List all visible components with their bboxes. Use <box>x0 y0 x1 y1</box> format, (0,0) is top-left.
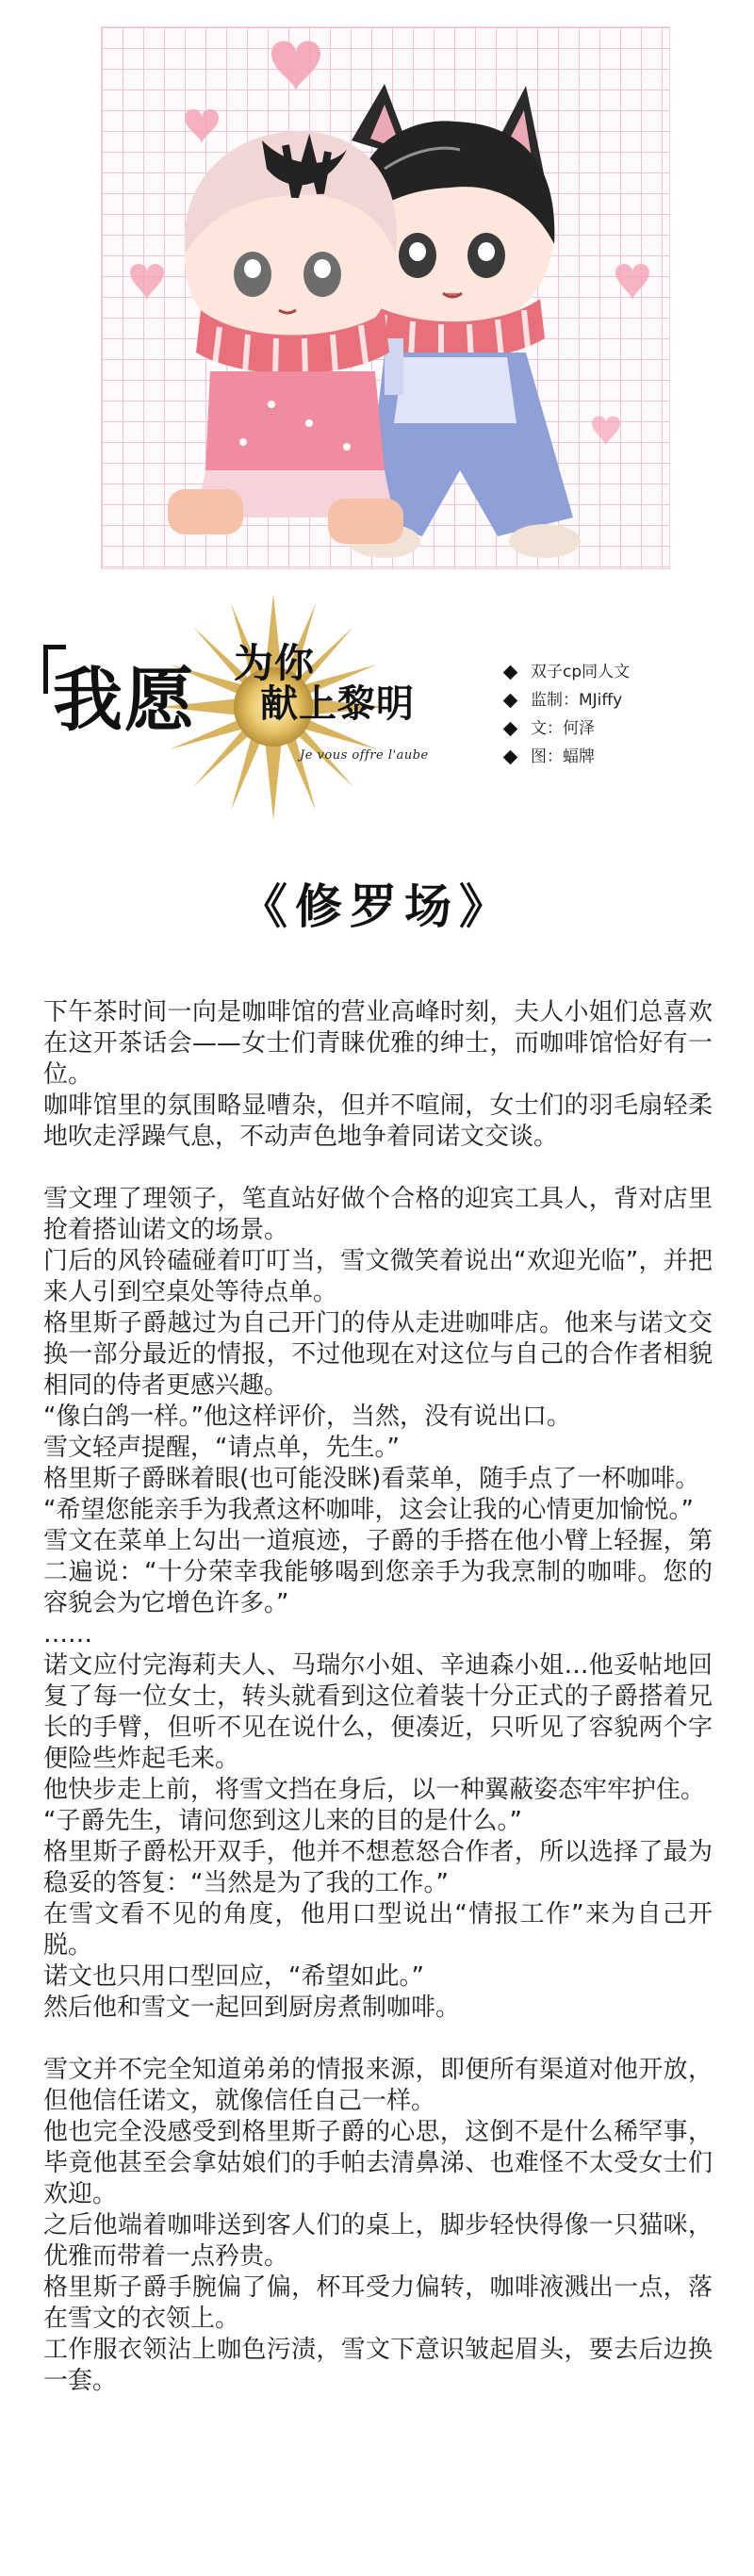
diamond-bullet-icon <box>503 665 518 680</box>
diamond-bullet-icon <box>503 693 518 708</box>
credit-item <box>505 743 630 771</box>
credit-item <box>505 686 630 714</box>
credits-list <box>505 658 630 771</box>
story-paragraph: …… <box>43 1620 92 1649</box>
story-paragraph: 雪文轻声提醒，“请点单，先生。” <box>43 1434 400 1462</box>
logo-french-subtitle: Je vous offre l'aube <box>300 748 429 763</box>
story-paragraph: 格里斯子爵越过为自己开门的侍从走进咖啡店。他来与诺文交换一部分最近的情报，不过他现在对这位与自己的合作者相貌相同的侍者更感兴趣。 <box>43 1309 713 1400</box>
light-haired-twin <box>168 131 403 544</box>
credit-label: 图：蝠牌 <box>531 747 595 766</box>
credit-item <box>505 658 630 686</box>
story-paragraph: 下午茶时间一向是咖啡馆的营业高峰时刻，夫人小姐们总喜欢在这开茶话会——女士们青睐优雅的绅士，而咖啡馆恰好有一位。 <box>43 998 713 1089</box>
chibi-illustration <box>101 26 670 569</box>
logo-sub-line2: 献上黎明 <box>260 681 415 727</box>
logo-sub-line1: 为你 <box>234 640 316 686</box>
story-paragraph: 诺文应付完海莉夫人、马瑞尔小姐、辛迪森小姐…他妥帖地回复了每一位女士，转头就看到这位着装十分正式的子爵搭着兄长的手臂，但听不见在说什么，便凑近，只听见了容貌两个字便险些炸起毛来。 <box>43 1651 713 1773</box>
story-paragraph: 格里斯子爵眯着眼(也可能没眯)看菜单，随手点了一杯咖啡。 <box>43 1465 700 1493</box>
story-paragraph: 格里斯子爵松开双手，他并不想惹怒合作者，所以选择了最为稳妥的答复：“当然是为了我的工作。” <box>43 1838 713 1897</box>
story-paragraph: “像白鸽一样。”他这样评价，当然，没有说出口。 <box>43 1403 571 1431</box>
logo-sub-text <box>234 640 415 727</box>
story-paragraph: 之后他端着咖啡送到客人们的桌上，脚步轻快得像一只猫咪，优雅而带着一点矜贵。 <box>43 2211 713 2271</box>
heart-icon <box>615 264 649 301</box>
diamond-bullet-icon <box>503 749 518 764</box>
story-paragraph: “子爵先生，请问您到这儿来的目的是什么。” <box>43 1807 522 1835</box>
credit-label: 监制：MJiffy <box>531 691 623 710</box>
story-paragraph: 然后他和雪文一起回到厨房煮制咖啡。 <box>43 1994 461 2022</box>
chibi-twins-drawing <box>102 27 670 569</box>
story-paragraph: 雪文在菜单上勾出一道痕迹，子爵的手搭在他小臂上轻握，第二遍说：“十分荣幸我能够喝到您亲手为我烹制的咖啡。您的容貌会为它增色许多。” <box>43 1527 713 1617</box>
story-paragraph: “希望您能亲手为我煮这杯咖啡，这会让我的心情更加愉悦。” <box>43 1496 694 1524</box>
heart-icon <box>130 264 164 301</box>
story-paragraph: 在雪文看不见的角度，他用口型说出“情报工作”来为自己开脱。 <box>43 1900 713 1960</box>
credit-label: 文：何泽 <box>531 719 595 738</box>
heart-icon <box>185 109 219 144</box>
story-body <box>43 997 713 2397</box>
heart-icon <box>592 417 620 447</box>
credit-label: 双子cp同人文 <box>531 663 631 681</box>
story-paragraph: 雪文理了理领子，笔直站好做个合格的迎宾工具人，背对店里抢着搭讪诺文的场景。 <box>43 1185 713 1244</box>
paragraph-spacer <box>43 1153 713 1184</box>
story-paragraph: 雪文并不完全知道弟弟的情报来源，即便所有渠道对他开放，但他信任诺文，就像信任自己一样。 <box>43 2056 713 2115</box>
story-paragraph: 他快步走上前，将雪文挡在身后，以一种翼蔽姿态牢牢护住。 <box>43 1776 706 1804</box>
credit-item <box>505 714 630 743</box>
story-paragraph: 诺文也只用口型回应，“希望如此。” <box>43 1962 424 1991</box>
logo-main-text <box>53 645 196 745</box>
heart-icon <box>271 41 320 92</box>
title-block <box>0 594 754 829</box>
logo-main: 我愿 <box>53 660 196 741</box>
story-paragraph: 工作服衣领沾上咖色污渍，雪文下意识皱起眉头，要去后边换一套。 <box>43 2336 713 2395</box>
story-paragraph: 他也完全没感受到格里斯子爵的心思，这倒不是什么稀罕事，毕竟他甚至会拿姑娘们的手帕去清鼻涕、也难怪不太受女士们欢迎。 <box>43 2118 713 2208</box>
chapter-title: 《修罗场》 <box>240 878 514 934</box>
story-paragraph: 咖啡馆里的氛围略显嘈杂，但并不喧闹，女士们的羽毛扇轻柔地吹走浮躁气息，不动声色地争着同诺文交谈。 <box>43 1091 713 1151</box>
story-paragraph: 格里斯子爵手腕偏了偏，杯耳受力偏转，咖啡液溅出一点，落在雪文的衣领上。 <box>43 2273 713 2333</box>
story-paragraph: 门后的风铃磕碰着叮叮当，雪文微笑着说出“欢迎光临”，并把来人引到空桌处等待点单。 <box>43 1247 713 1306</box>
diamond-bullet-icon <box>503 721 518 736</box>
paragraph-spacer <box>43 2024 713 2055</box>
